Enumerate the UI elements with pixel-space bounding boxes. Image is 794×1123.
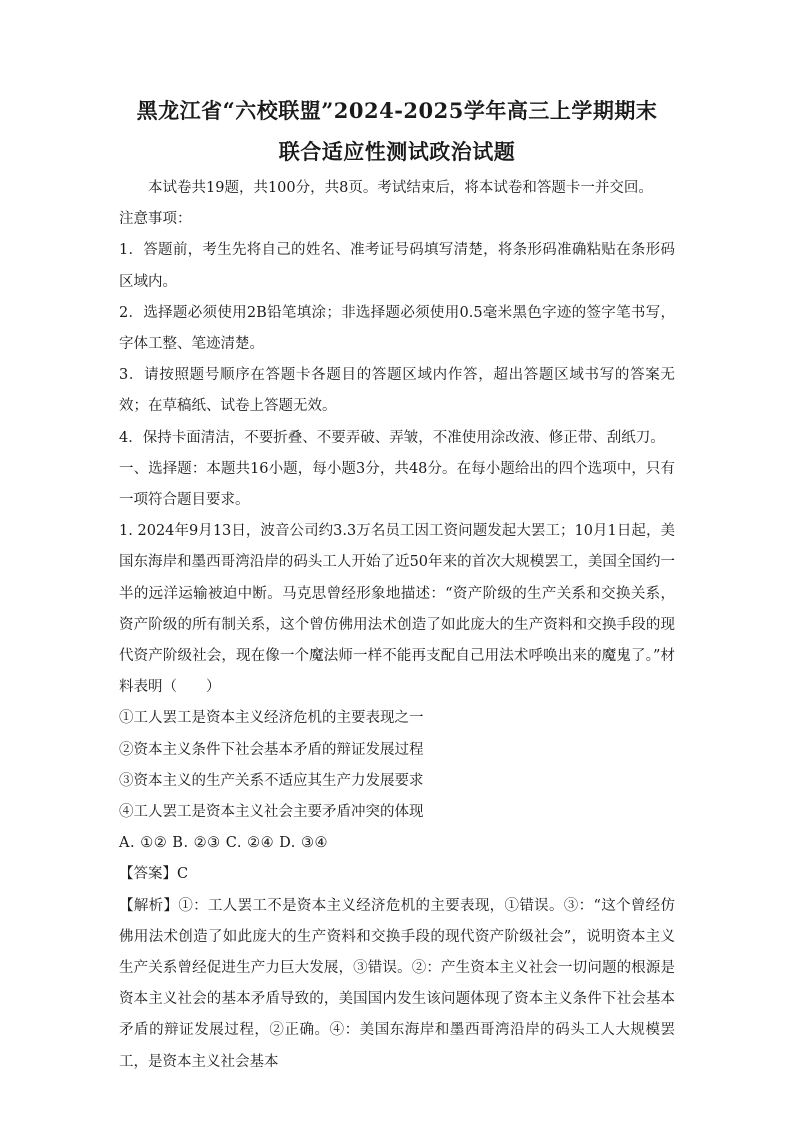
question-statement-2: ②资本主义条件下社会基本矛盾的辩证发展过程 — [119, 741, 424, 758]
answer-line — [119, 859, 675, 890]
notice-item-1: 1．答题前，考生先将自己的姓名、准考证号码填写清楚，将条形码准确粘贴在条形码区域内。 — [119, 242, 675, 290]
analysis-text: ①：工人罢工不是资本主义经济危机的主要表现，①错误。③：“这个曾经仿佛用法术创造了如此庞大的生产资料和交换手段的现代资产阶级社会”，说明资本主义生产关系曾经促进生产力巨大发展，③错误。②：产生资本主义社会一切问题的根源是资本主义社会的基本矛盾导致的，美国国内发生该问题体现了资本主义条件下社会基本矛盾的辩证发展过程，②正确。④：美国东海岸和墨西哥湾沿岸的码头工人大规模罢工，是资本主义社会基本 — [119, 897, 675, 1070]
question-statement-4: ④工人罢工是资本主义社会主要矛盾冲突的体现 — [119, 804, 424, 821]
question-options: A. ①② B. ②③ C. ②④ D. ③④ — [119, 835, 329, 852]
question-statement-3: ③资本主义的生产关系不适应其生产力发展要求 — [119, 772, 424, 789]
analysis-label: 【解析】 — [119, 897, 179, 914]
analysis-paragraph — [119, 891, 675, 1078]
document-title-line2: 联合适应性测试政治试题 — [278, 139, 516, 164]
notice-heading: 注意事项： — [119, 211, 192, 228]
section-heading: 一、选择题：本题共16小题，每小题3分，共48分。在每小题给出的四个选项中，只有一项符合题目要求。 — [119, 460, 675, 509]
exam-intro: 本试卷共19题，共100分，共8页。考试结束后，将本试卷和答题卡一并交回。 — [148, 180, 653, 196]
document-page — [119, 96, 675, 1078]
notice-item-3: 3．请按照题号顺序在答题卡各题目的答题区域内作答，超出答题区域书写的答案无效；在草稿纸、试卷上答题无效。 — [119, 367, 675, 415]
notice-item-4: 4．保持卡面清洁，不要折叠、不要弄破、弄皱，不准使用涂改液、修正带、刮纸刀。 — [119, 429, 665, 446]
answer-label: 【答案】 — [119, 866, 177, 883]
question-stem: 1. 2024年9月13日，波音公司约3.3万名员工因工资问题发起大罢工；10月1日起，美国东海岸和墨西哥湾沿岸的码头工人开始了近50年来的首次大规模罢工，美国全国约一半的远洋运输被迫中断。马克思曾经形象地描述：“资产阶级的生产关系和交换关系，资产阶级的所有制关系，这个曾仿佛用法术创造了如此庞大的生产资料和交换手段的现代资产阶级社会，现在像一个魔法师一样不能再支配自己用法术呼唤出来的魔鬼了。”材料表明（ ） — [119, 523, 675, 696]
notice-item-2: 2．选择题必须使用2B铅笔填涂；非选择题必须使用0.5毫米黑色字迹的签字笔书写，字体工整、笔迹清楚。 — [119, 304, 675, 353]
answer-value: C — [177, 866, 189, 883]
document-title-line1: 黑龙江省“六校联盟”2024-2025学年高三上学期期末 — [136, 98, 658, 123]
question-statement-1: ①工人罢工是资本主义经济危机的主要表现之一 — [119, 710, 424, 727]
